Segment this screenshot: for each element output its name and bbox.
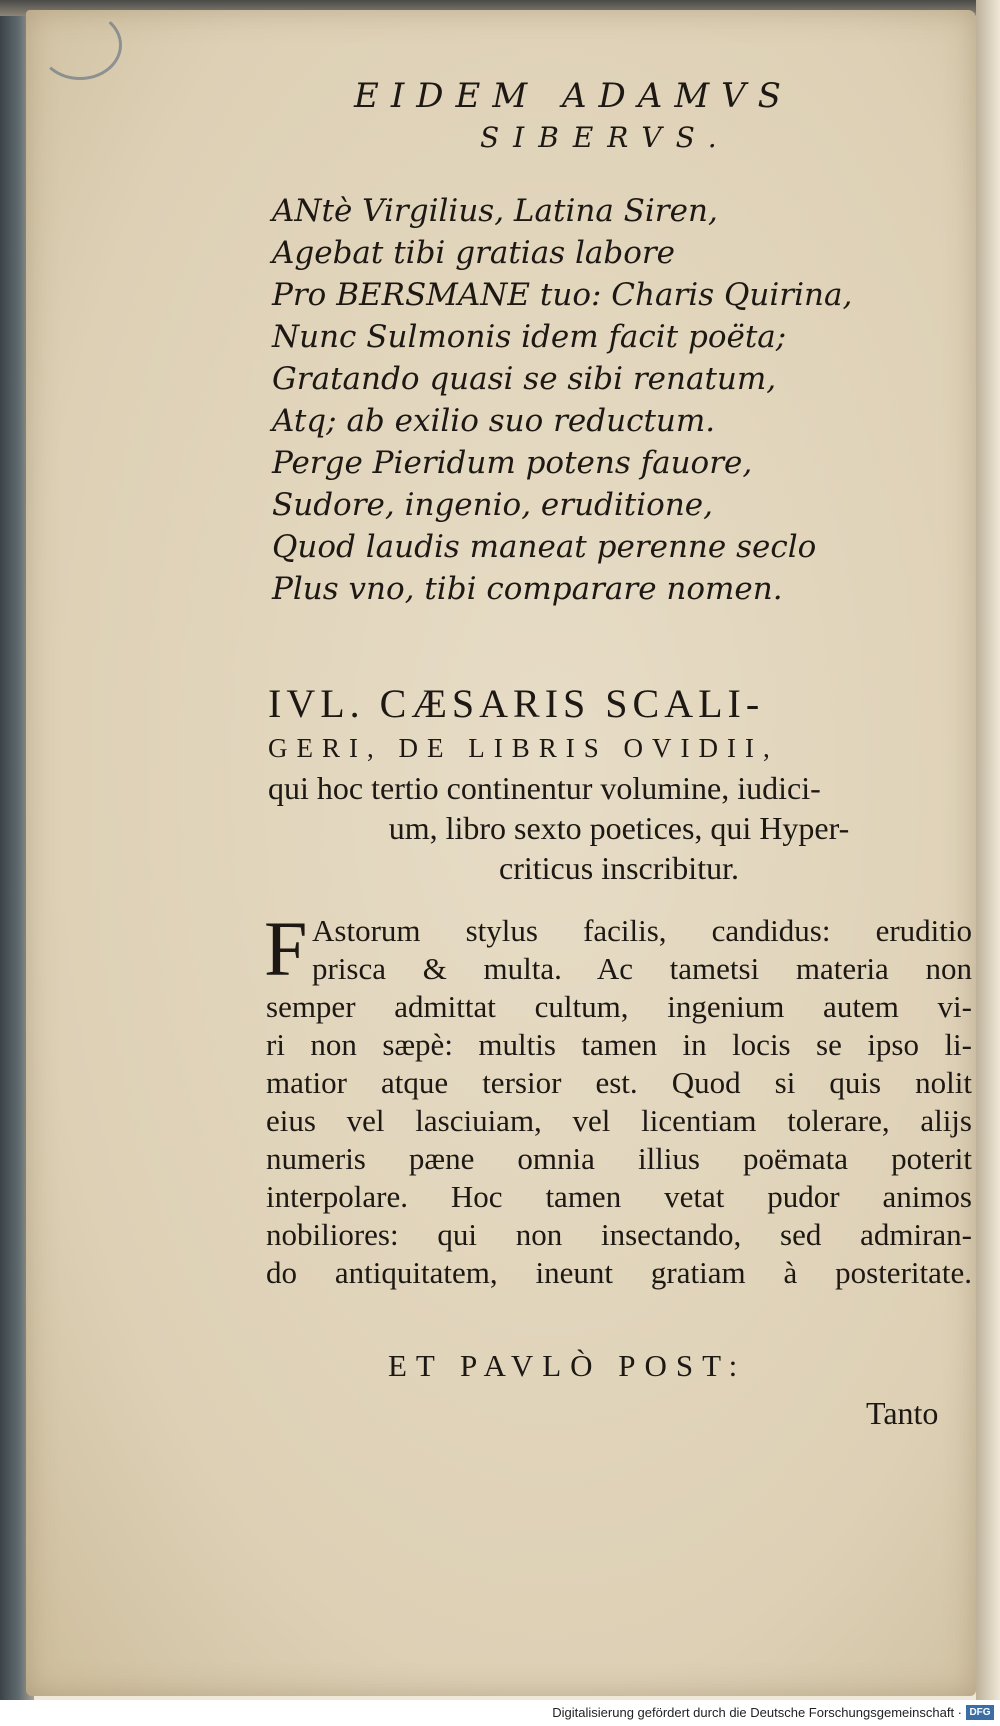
- essay-line: eius vel lasciuiam, vel licentiam tolerare, alijs: [266, 1103, 972, 1138]
- essay-line: matior atque tersior est. Quod si quis nolit: [266, 1065, 972, 1100]
- poem-line: Nunc Sulmonis idem facit poëta;: [272, 319, 787, 355]
- digitization-footer: [0, 1700, 1000, 1726]
- poem-line: Agebat tibi gratias labore: [272, 235, 676, 271]
- essay-line: semper admittat cultum, ingenium autem vi-: [266, 989, 972, 1024]
- poem-line: Pro BERSMANE tuo: Charis Quirina,: [272, 277, 853, 313]
- essay-title: [268, 680, 970, 888]
- poem-line: Plus vno, tibi comparare nomen.: [272, 571, 783, 607]
- corner-stain: [38, 10, 122, 80]
- poem: [272, 190, 852, 610]
- right-page-edge: [976, 0, 1000, 1700]
- poem-line: Atq; ab exilio suo reductum.: [272, 403, 716, 439]
- essay-title-line1: IVL. CÆSARIS SCALI-: [268, 681, 765, 726]
- essay-body: [264, 905, 972, 1292]
- dfg-logo: DFG: [966, 1705, 994, 1720]
- poem-line: Sudore, ingenio, eruditione,: [272, 487, 713, 523]
- catchword: Tanto: [866, 1395, 939, 1431]
- essay-line: nobiliores: qui non insectando, sed admiran-: [266, 1217, 972, 1252]
- footer-credit: Digitalisierung gefördert durch die Deutsche Forschungsgemeinschaft ·: [552, 1705, 962, 1720]
- poem-line: Perge Pieridum potens fauore,: [272, 445, 753, 481]
- essay-title-line2: GERI, DE LIBRIS OVIDII,: [268, 733, 779, 763]
- section-subhead: ET PAVLÒ POST:: [388, 1348, 747, 1383]
- essay-line: Astorum stylus facilis, candidus: eruditio: [312, 913, 972, 948]
- essay-line: ri non sæpè: multis tamen in locis se ipso li-: [266, 1027, 972, 1062]
- poem-line: ANtè Virgilius, Latina Siren,: [272, 193, 718, 229]
- essay-title-line5: criticus inscribitur.: [499, 850, 739, 886]
- essay-line: interpolare. Hoc tamen vetat pudor animos: [266, 1179, 972, 1214]
- essay-title-line4: um, libro sexto poetices, qui Hyper-: [388, 810, 850, 846]
- poem-line: Gratando quasi se sibi renatum,: [272, 361, 777, 397]
- essay-line: prisca & multa. Ac tametsi materia non: [312, 951, 972, 986]
- poem-heading-line2: SIBERVS.: [480, 121, 731, 154]
- drop-cap: F: [264, 905, 308, 992]
- poem-line: Quod laudis maneat perenne seclo: [272, 529, 817, 565]
- essay-line: do antiquitatem, ineunt gratiam à posteritate.: [266, 1255, 972, 1290]
- essay-title-line3: qui hoc tertio continentur volumine, iudici-: [268, 770, 821, 806]
- essay-line: numeris pæne omnia illius poëmata poterit: [266, 1141, 972, 1176]
- poem-heading-line1: EIDEM ADAMVS: [354, 76, 793, 116]
